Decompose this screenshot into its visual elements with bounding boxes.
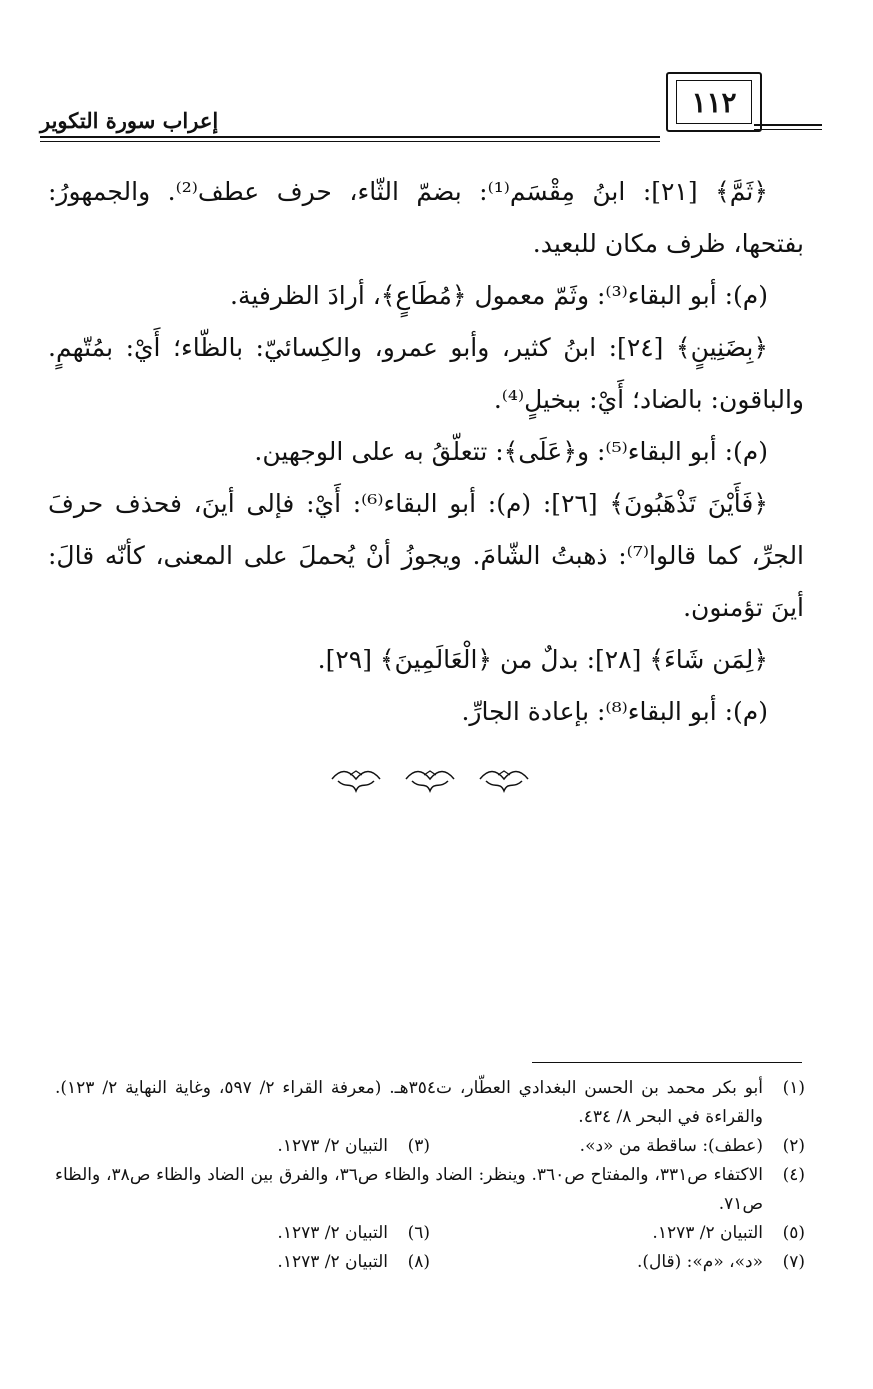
header-rule-top xyxy=(40,136,660,138)
section-ornament xyxy=(330,764,530,800)
footnote-text: التبيان ٢/ ١٢٧٣. xyxy=(277,1136,388,1156)
footnote-text: (عطف): ساقطة من «د». xyxy=(579,1136,763,1156)
footnote-number: (١) xyxy=(782,1078,805,1098)
footnote-row-2-3 xyxy=(55,1132,805,1161)
footnote-text: أبو بكر محمد بن الحسن البغدادي العطّار، ت٣٥٤هـ. (معرفة القراء ٢/ ٥٩٧، وغاية النهاية ٢/ ١٢٣). والقراءة في البحر ٨/ ٤٣٤. xyxy=(55,1078,764,1127)
chapter-title: إعراب سورة التكوير xyxy=(40,108,219,133)
paragraph-7: (م): أبو البقاء⁽⁸⁾: بإعادة الجارِّ. xyxy=(461,697,768,726)
paragraph-2: (م): أبو البقاء⁽³⁾: وثَمّ معمول ﴿مُطَاعٍ﴾، أرادَ الظرفية. xyxy=(230,281,768,310)
footnote-number: (٧) xyxy=(782,1252,805,1272)
paragraph-6: ﴿لِمَن شَاءَ﴾ [٢٨]: بدلٌ من ﴿الْعَالَمِينَ﴾ [٢٩]. xyxy=(317,645,768,674)
footnote-text: التبيان ٢/ ١٢٧٣. xyxy=(277,1252,388,1272)
ornament-icon xyxy=(330,767,382,797)
header-rule-right-bottom xyxy=(754,129,822,130)
footnote-number: (٨) xyxy=(407,1252,430,1272)
main-text xyxy=(48,166,804,738)
footnote-number: (٣) xyxy=(407,1136,430,1156)
footnote-separator xyxy=(532,1062,802,1063)
footnotes xyxy=(55,1074,805,1277)
paragraph-5: ﴿فَأَيْنَ تَذْهَبُونَ﴾ [٢٦]: (م): أبو البقاء⁽⁶⁾: أَيْ: فإلى أينَ، فحذف حرفَ الجرِّ، كما قالوا⁽⁷⁾: ذهبتُ الشّامَ. ويجوزُ أنْ يُحملَ على المعنى، كأنّه قالَ: أينَ تؤمنون. xyxy=(48,489,805,622)
header-rule-right-top xyxy=(754,124,822,126)
footnote-text: التبيان ٢/ ١٢٧٣. xyxy=(277,1223,388,1243)
footnote-number: (٢) xyxy=(782,1136,805,1156)
footnote-text: الاكتفاء ص٣٣١، والمفتاح ص٣٦٠. وينظر: الضاد والظاء ص٣٦، والفرق بين الضاد والظاء ص٣٨، والظاء ص٧١. xyxy=(55,1165,764,1214)
footnote-text: «د»، «م»: (قال). xyxy=(636,1252,763,1272)
footnote-number: (٥) xyxy=(782,1223,805,1243)
footnote-1 xyxy=(55,1074,805,1132)
page-header xyxy=(40,72,840,134)
footnote-number: (٤) xyxy=(782,1165,805,1185)
paragraph-3: ﴿بِضَنِينٍ﴾ [٢٤]: ابنُ كثير، وأبو عمرو، والكِسائيّ: بالظّاء؛ أَيْ: بمُتّهمٍ. والباقون: بالضاد؛ أَيْ: ببخيلٍ⁽⁴⁾. xyxy=(48,333,804,414)
paragraph-1: ﴿ثَمَّ﴾ [٢١]: ابنُ مِقْسَم⁽¹⁾: بضمّ الثّاء، حرف عطف⁽²⁾. والجمهورُ: بفتحها، ظرف مكان للبعيد. xyxy=(48,177,804,258)
footnote-row-7-8 xyxy=(55,1248,805,1277)
footnote-number: (٦) xyxy=(407,1223,430,1243)
ornament-icon xyxy=(478,767,530,797)
footnote-row-5-6 xyxy=(55,1219,805,1248)
ornament-icon xyxy=(404,767,456,797)
header-rule-bottom xyxy=(40,141,660,142)
page-number: ١١٢ xyxy=(676,80,752,124)
page-number-frame xyxy=(666,72,762,132)
footnote-text: التبيان ٢/ ١٢٧٣. xyxy=(652,1223,763,1243)
footnote-4 xyxy=(55,1161,805,1219)
paragraph-4: (م): أبو البقاء⁽⁵⁾: و﴿عَلَى﴾: تتعلّقُ به على الوجهين. xyxy=(254,437,768,466)
